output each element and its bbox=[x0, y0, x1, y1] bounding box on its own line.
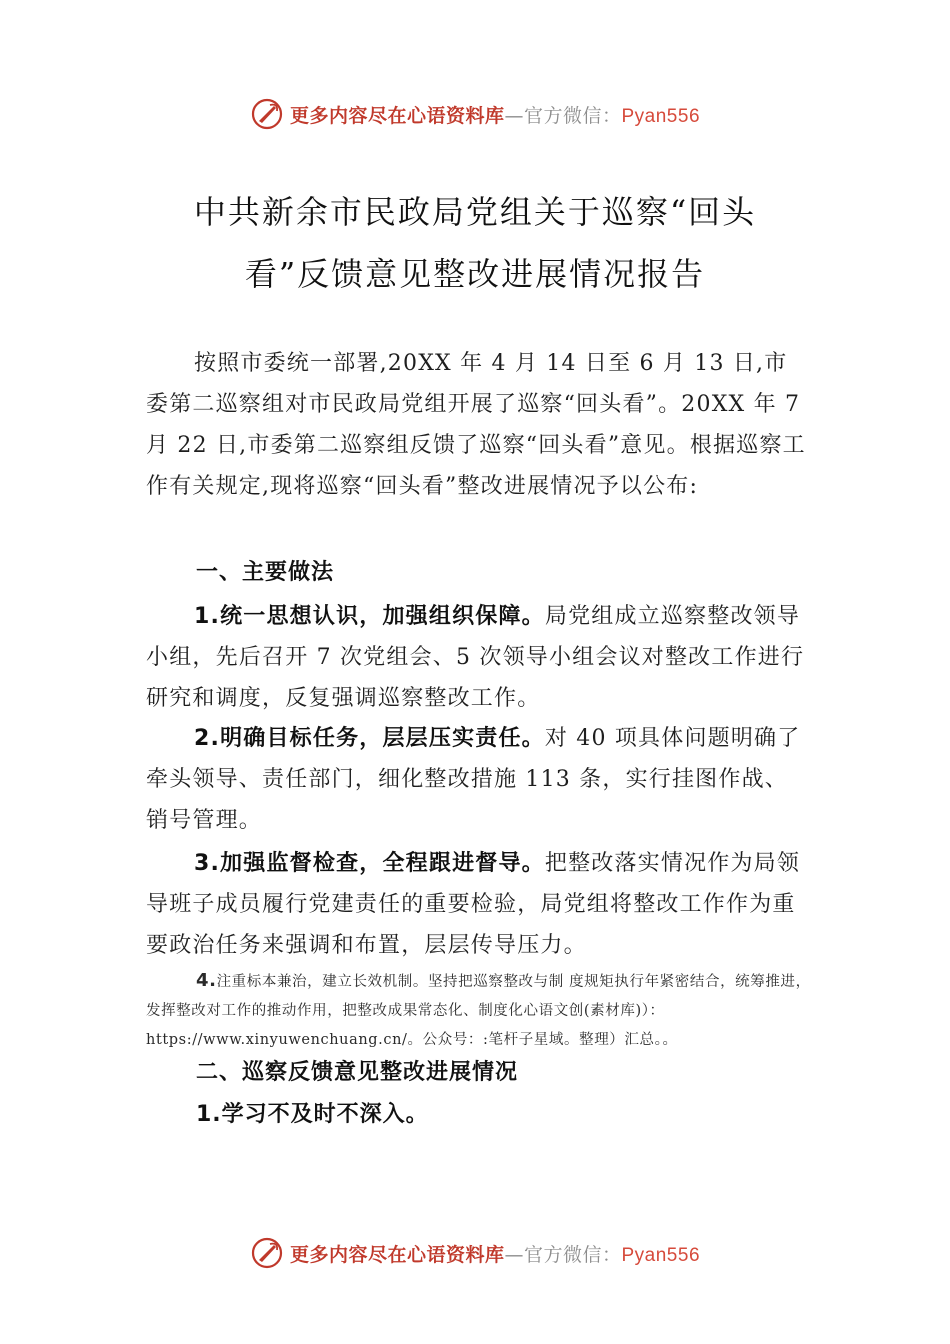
item-body: 局党组成立巡察整改领导小组，先后召开 7 次党组会、5 次领导小组会议对整改工作进行研究和调度，反复强调巡察整改工作。 bbox=[146, 604, 805, 711]
intro-paragraph: 按照市委统一部署,20XX 年 4 月 14 日至 6 月 13 日,市委第二巡察组对市民政局党组开展了巡察“回头看”。20XX 年 7 月 22 日,市委第二巡察组反馈了巡察“回头看”意见。根据巡察工作有关规定,现将巡察“回头看”整改进展情况予以公布: bbox=[146, 351, 806, 499]
banner-text bbox=[290, 1240, 700, 1267]
banner-label: 官方微信： bbox=[523, 104, 622, 127]
banner-wechat-id: Pyan556 bbox=[621, 105, 701, 127]
item-lead: 1.统一思想认识，加强组织保障。 bbox=[194, 604, 545, 629]
quill-seal-icon bbox=[250, 1236, 284, 1270]
list-item bbox=[146, 718, 806, 841]
header-banner bbox=[0, 94, 950, 134]
banner-dash: — bbox=[504, 1243, 524, 1266]
sub-heading: 1.学习不及时不深入。 bbox=[196, 1102, 429, 1127]
document-title-line-1: 中共新余市民政局党组关于巡察“回头 bbox=[193, 193, 757, 231]
document-title-line-2: 看”反馈意见整改进展情况报告 bbox=[244, 255, 706, 293]
banner-text bbox=[290, 101, 700, 128]
banner-brand: 更多内容尽在心语资料库 bbox=[289, 104, 505, 127]
item-lead: 2.明确目标任务，层层压实责任。 bbox=[194, 726, 545, 751]
banner-dash: — bbox=[504, 104, 524, 127]
banner-brand: 更多内容尽在心语资料库 bbox=[289, 1243, 505, 1266]
quill-seal-icon bbox=[250, 97, 284, 131]
item-body: 对 40 项具体问题明确了牵头领导、责任部门，细化整改措施 113 条，实行挂图作战、销号管理。 bbox=[146, 726, 801, 833]
item-lead: 3.加强监督检查，全程跟进督导。 bbox=[194, 851, 545, 876]
banner-label: 官方微信： bbox=[523, 1243, 622, 1266]
list-item bbox=[146, 843, 806, 966]
section-heading-2: 二、巡察反馈意见整改进展情况 bbox=[196, 1060, 519, 1085]
item-number: 4. bbox=[196, 970, 217, 991]
footer-banner bbox=[0, 1233, 950, 1273]
banner-wechat-id: Pyan556 bbox=[621, 1244, 701, 1266]
item-body: 注重标本兼治，建立长效机制。坚持把巡察整改与制 度规矩执行年紧密结合，统筹推进，发挥整改对工作的推动作用，把整改成果常态化、制度化心语文创(素材库)）：https://www.xinyuwenchuang.cn/。公众号：:笔杆子星域。整理）汇总。。 bbox=[146, 974, 811, 1048]
list-item-small bbox=[146, 966, 816, 1055]
section-heading-1: 一、主要做法 bbox=[196, 560, 335, 585]
list-item bbox=[146, 596, 806, 719]
item-body: 把整改落实情况作为局领导班子成员履行党建责任的重要检验，局党组将整改工作作为重要政治任务来强调和布置，层层传导压力。 bbox=[146, 851, 801, 958]
